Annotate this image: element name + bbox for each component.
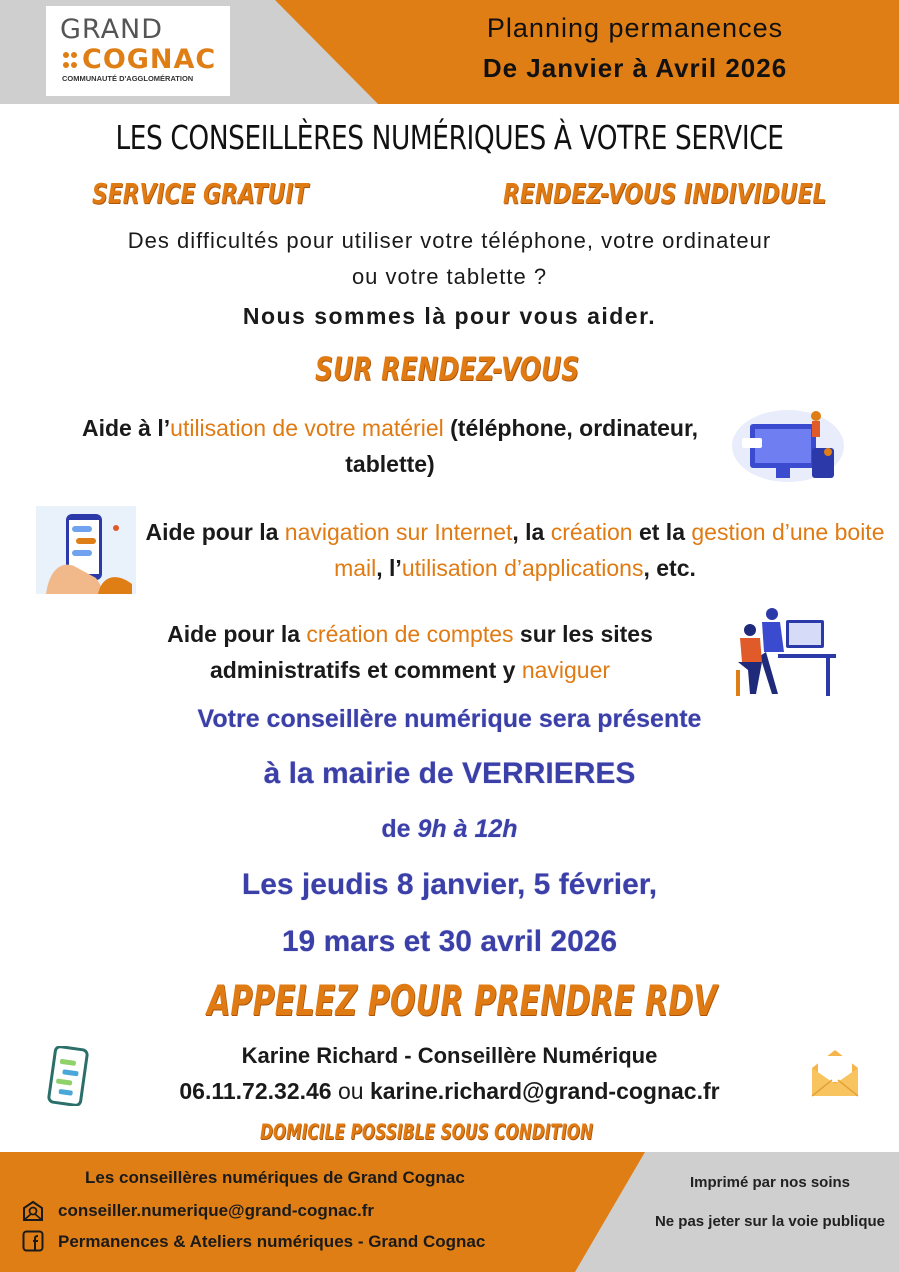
aide2-highlight-apps: utilisation d’applications — [401, 555, 644, 581]
service-free-label: SERVICE GRATUIT — [92, 177, 309, 210]
contact-details — [0, 1078, 899, 1105]
presence-dates-1: Les jeudis 8 janvier, 5 février, — [241, 868, 658, 901]
mail-envelope-icon — [808, 1046, 862, 1100]
aide2-text-a: Aide pour la — [145, 519, 285, 545]
contact-email[interactable]: karine.richard@grand-cognac.fr — [369, 1078, 720, 1104]
footer-printed-note: Imprimé par nos soins — [689, 1174, 851, 1191]
smartphone-hand-illustration — [36, 506, 136, 594]
by-appointment-label: SUR RENDEZ-VOUS — [315, 350, 580, 388]
main-title: LES CONSEILLÈRES NUMÉRIQUES À VOTRE SERVICE — [115, 118, 784, 157]
contact-or: ou — [331, 1078, 370, 1104]
presence-line-1: Votre conseillère numérique sera présente — [197, 705, 702, 733]
header-title: Planning permanences — [486, 13, 784, 43]
aide-comptes — [120, 616, 700, 688]
aide-internet — [145, 514, 885, 586]
header-period: De Janvier à Avril 2026 — [482, 53, 788, 83]
people-at-desk-illustration — [732, 606, 838, 698]
computer-devices-illustration — [728, 404, 846, 486]
footer-facebook[interactable]: Permanences & Ateliers numériques - Grand Cognac — [58, 1232, 486, 1251]
aide3-highlight-naviguer: naviguer — [521, 657, 611, 683]
aide2-text-i: , etc. — [643, 555, 696, 581]
aide2-highlight-mail: gestion d’une boite mail — [334, 519, 885, 581]
logo-dots-icon — [62, 50, 78, 70]
call-to-action: APPELEZ POUR PRENDRE RDV — [207, 976, 717, 1025]
presence-dates-2: 19 mars et 30 avril 2026 — [281, 925, 618, 958]
logo-grand-text: GRAND — [60, 14, 164, 45]
aide1-text-end: (téléphone, ordinateur, tablette) — [345, 415, 699, 477]
footer-title: Les conseillères numériques de Grand Cognac — [85, 1168, 465, 1187]
hours-prefix: de — [381, 815, 418, 843]
aide2-text-e: et la — [632, 519, 692, 545]
aide-materiel — [80, 410, 700, 482]
intro-line-2: ou votre tablette ? — [351, 264, 548, 289]
aide2-text-c: , la — [512, 519, 551, 545]
aide1-text: Aide à l’ — [81, 415, 171, 441]
contact-name: Karine Richard - Conseillère Numérique — [241, 1043, 658, 1068]
logo-cognac-text: COGNAC — [82, 44, 217, 75]
footer-litter-note: Ne pas jeter sur la voie publique — [654, 1213, 886, 1230]
footer-email[interactable]: conseiller.numerique@grand-cognac.fr — [58, 1201, 375, 1220]
aide2-text-g: , l’ — [376, 555, 402, 581]
intro-line-1: Des difficultés pour utiliser votre téléphone, votre ordinateur — [127, 228, 772, 253]
aide3-text-c: sur les sites administratifs et comment y — [209, 621, 653, 683]
aide2-highlight-navigation: navigation sur Internet — [284, 519, 513, 545]
facebook-icon — [22, 1230, 44, 1252]
home-visit-note: DOMICILE POSSIBLE SOUS CONDITION — [260, 1120, 593, 1144]
hours-value: 9h à 12h — [417, 815, 518, 843]
email-contact-icon — [22, 1200, 44, 1222]
aide3-highlight-comptes: création de comptes — [306, 621, 514, 647]
presence-hours — [0, 815, 899, 844]
aide2-highlight-creation: création — [550, 519, 633, 545]
intro-line-3: Nous sommes là pour vous aider. — [242, 303, 657, 329]
aide1-highlight: utilisation de votre matériel — [170, 415, 444, 441]
logo-subtitle: COMMUNAUTÉ D'AGGLOMÉRATION — [62, 74, 194, 83]
contact-phone[interactable]: 06.11.72.32.46 — [179, 1078, 332, 1104]
presence-location: à la mairie de VERRIERES — [263, 757, 636, 790]
service-individual-label: RENDEZ-VOUS INDIVIDUEL — [503, 177, 827, 210]
aide3-text-a: Aide pour la — [167, 621, 307, 647]
